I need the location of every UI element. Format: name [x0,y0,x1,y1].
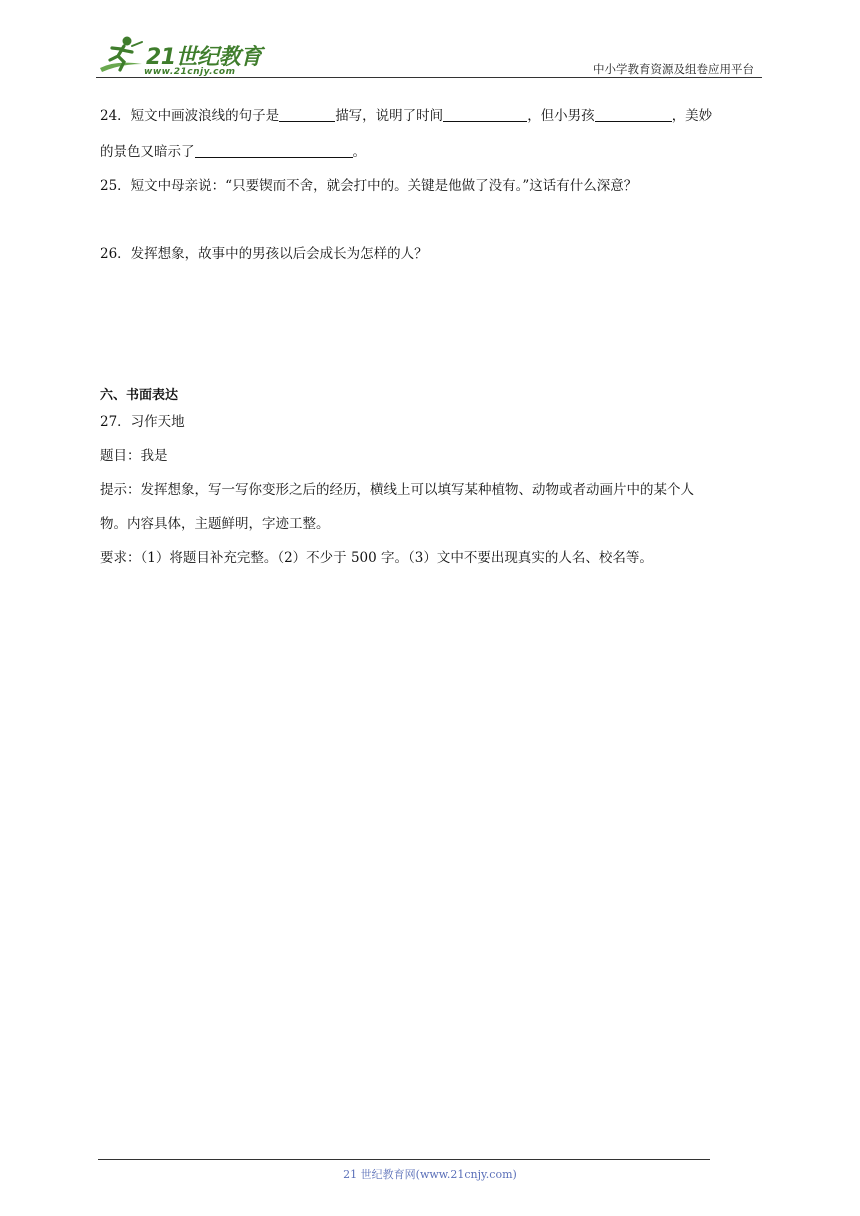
q24-blank-1 [279,107,335,122]
q24-text-6: 。 [352,144,366,160]
logo-text: 21世纪教育 [146,45,262,70]
logo-url: www.21cnjy.com [144,67,236,77]
q24-blank-2 [443,107,527,122]
footer-divider [98,1159,710,1160]
question-27-hint-line-2: 物。内容具体，主题鲜明，字迹工整。 [100,516,330,532]
header-platform-text: 中小学教育资源及组卷应用平台 [593,62,754,76]
page-header [96,30,762,78]
question-27-hint-line-1: 提示：发挥想象，写一写你变形之后的经历，横线上可以填写某种植物、动物或者动画片中的某个人 [100,482,694,498]
question-27-topic: 题目：我是 [100,448,168,464]
runner-logo-icon [96,34,148,78]
question-27-requirements: 要求：（1）将题目补充完整。（2）不少于 500 字。（3）文中不要出现真实的人名、校名等。 [100,550,653,566]
question-27-title: 27．习作天地 [100,414,185,430]
q24-text-1: 24．短文中画波浪线的句子是 [100,108,280,124]
header-divider [96,77,762,78]
question-26: 26．发挥想象，故事中的男孩以后会成长为怎样的人？ [100,246,428,262]
q24-text-2: 描写，说明了时间 [335,108,444,124]
q24-blank-3 [595,107,672,122]
question-24-line-1 [100,104,712,124]
question-24-line-2 [100,140,366,160]
q24-blank-4 [195,143,353,158]
page-footer: 21 世纪教育网(www.21cnjy.com) [343,1168,517,1181]
question-25: 25．短文中母亲说：“只要锲而不舍，就会打中的。关键是他做了没有。”这话有什么深意？ [100,178,638,194]
q24-text-5: 的景色又暗示了 [100,144,195,160]
logo [96,34,266,78]
q24-text-3: ，但小男孩 [527,108,595,124]
q24-text-4: ，美妙 [671,108,713,124]
section-6-heading: 六、书面表达 [100,388,179,403]
